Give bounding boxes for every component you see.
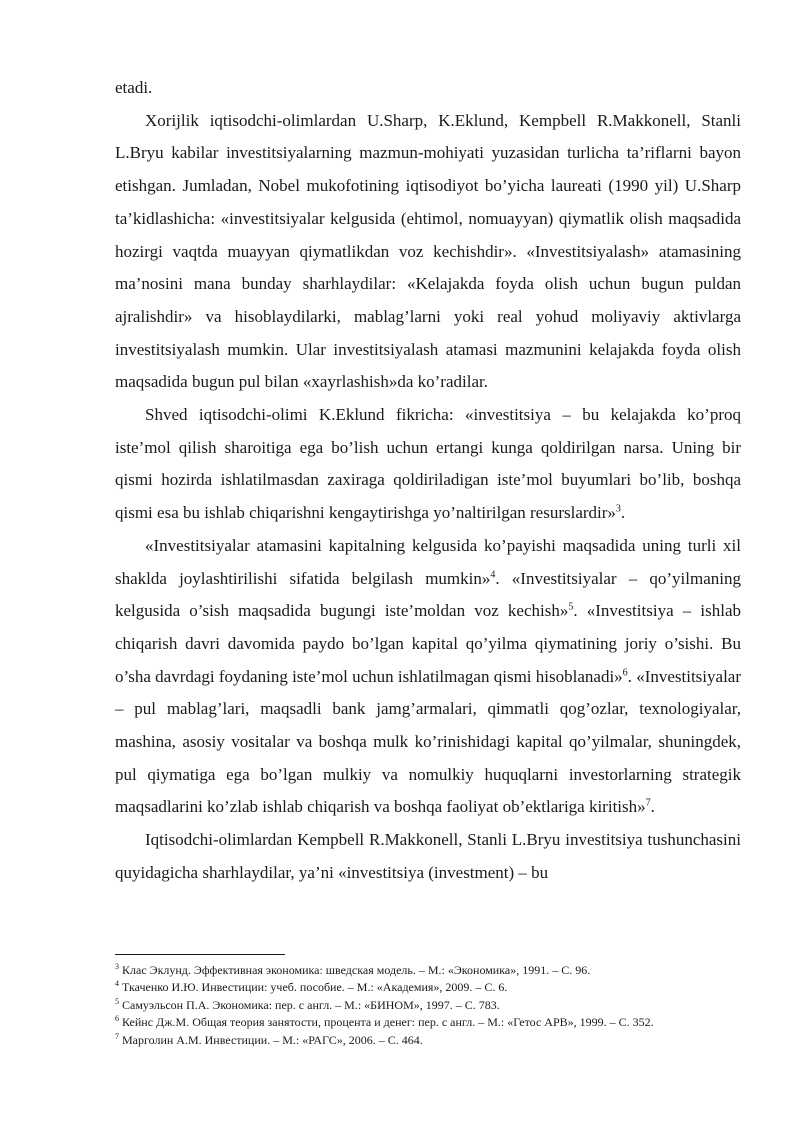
footnote-number: 4	[115, 979, 119, 989]
footnote-separator	[115, 954, 285, 955]
footnotes	[115, 962, 741, 1049]
footnote-ref-5[interactable]: 5	[568, 601, 574, 613]
paragraph-eklund-tail: .	[620, 503, 626, 523]
footnote-number: 3	[115, 962, 119, 971]
footnote-text: Марголин А.М. Инвестиции. – М.: «РАГС», 2006. – С. 464.	[122, 1032, 423, 1047]
paragraph-eklund	[115, 399, 741, 530]
footnote-item	[115, 997, 741, 1014]
footnote-item	[115, 979, 741, 996]
footnote-ref-4[interactable]: 4	[490, 568, 496, 580]
footnote-number: 7	[115, 1031, 119, 1041]
paragraph-definitions	[115, 530, 741, 824]
definition-text-c: . «Investitsiya – ishlab chiqarish davri davomida paydo bo’lgan kapital qo’yilma qiymatining joriy o’sishi. Bu o’sha davrdagi foydaning iste’mol uchun ishlatilmagan qismi hisoblanadi»	[115, 601, 741, 686]
footnote-item	[115, 1014, 741, 1031]
paragraph-continuation: etadi.	[115, 78, 153, 97]
definition-text-a: «Investitsiyalar atamasini kapitalning kelgusida ko’payishi maqsadida uning turli xil shaklda joylashtirilishi sifatida belgilash mumkin»	[115, 535, 741, 588]
footnote-ref-6[interactable]: 6	[622, 667, 628, 678]
footnote-text: Клас Эклунд. Эффективная экономика: шведская модель. – М.: «Экономика», 1991. – С. 96.	[122, 963, 591, 977]
main-text	[115, 72, 741, 890]
footnote-text: Ткаченко И.Ю. Инвестиции: учеб. пособие. – М.: «Академия», 2009. – С. 6.	[122, 980, 508, 995]
definition-text-e: .	[650, 797, 655, 817]
footnote-item	[115, 962, 741, 979]
footnote-item	[115, 1032, 741, 1049]
footnote-number: 6	[115, 1014, 119, 1024]
definition-text-d: . «Investitsiyalar – pul mablag’lari, maqsadli bank jamg’armalari, qimmatli qog’ozlar, texnologiyalar, mashina, asosiy vositalar va boshqa mulk ko’rinishidagi kapital qo’yilmalar, shuningdek, pul qiymatiga ega bo’lgan mulkiy va nomulkiy huquqlarni investorlarning strategik maqsadlarini ko’zlab ishlab chiqarish va boshqa faoliyat ob’ektlariga kiritish»	[115, 666, 741, 817]
paragraph-makkonell: Iqtisodchi-olimlardan Kempbell R.Makkonell, Stanli L.Bryu investitsiya tushunchasini quyidagicha sharhlaydilar, ya’ni «investitsiya (investment) – bu	[115, 830, 741, 882]
footnote-text: Самуэльсон П.А. Экономика: пер. с англ. – М.: «БИНОМ», 1997. – С. 783.	[122, 997, 500, 1012]
footnote-text: Кейнс Дж.М. Общая теория занятости, процента и денег: пер. с англ. – М.: «Гетос АРВ», 1999. – С. 352.	[122, 1015, 654, 1030]
footnote-ref-3[interactable]: 3	[615, 503, 621, 515]
footnote-ref-7[interactable]: 7	[645, 797, 651, 809]
definition-text-b: . «Investitsiyalar – qo’yilmaning kelgusida o’sish maqsadida bugungi iste’moldan voz kechish»	[115, 568, 741, 621]
paragraph-foreign-scholars: Xorijlik iqtisodchi-olimlardan U.Sharp, K.Eklund, Kempbell R.Makkonell, Stanli L.Bryu kabilar investitsiyalarning mazmun-mohiyati yuzasidan turlicha ta’riflarni bayon etishgan. Jumladan, Nobel mukofotining iqtisodiyot bo’yicha laureati (1990 yil) U.Sharp ta’kidlashicha: «investitsiyalar kelgusida (ehtimol, nomuayyan) qiymatlik olish maqsadida hozirgi vaqtda muayyan qiymatlikdan voz kechishdir». «Investitsiyalash» atamasining ma’nosini mana bunday sharhlaydilar: «Kelajakda foyda olish uchun bugun puldan ajralishdir» va hisoblaydilarki, mablag’larni yoki real yohud moliyaviy aktivlarga investitsiyalash mumkin. Ular investitsiyalash atamasi mazmunini kelajakda foyda olish maqsadida bugun pul bilan «xayrlashish»da ko’radilar.	[115, 110, 741, 392]
paragraph-eklund-text: Shved iqtisodchi-olimi K.Eklund fikricha: «investitsiya – bu kelajakda ko’proq iste’mol qilish sharoitiga ega bo’lish uchun ertangi kunga qoldirilgan narsa. Uning bir qismi hozirda ishlatilmasdan zaxiraga qoldiriladigan iste’mol buyumlari bo’lib, boshqa qismi esa bu ishlab chiqarishni kengaytirishga yo’naltirilgan resurslardir»	[115, 405, 741, 523]
footnote-number: 5	[115, 996, 119, 1006]
